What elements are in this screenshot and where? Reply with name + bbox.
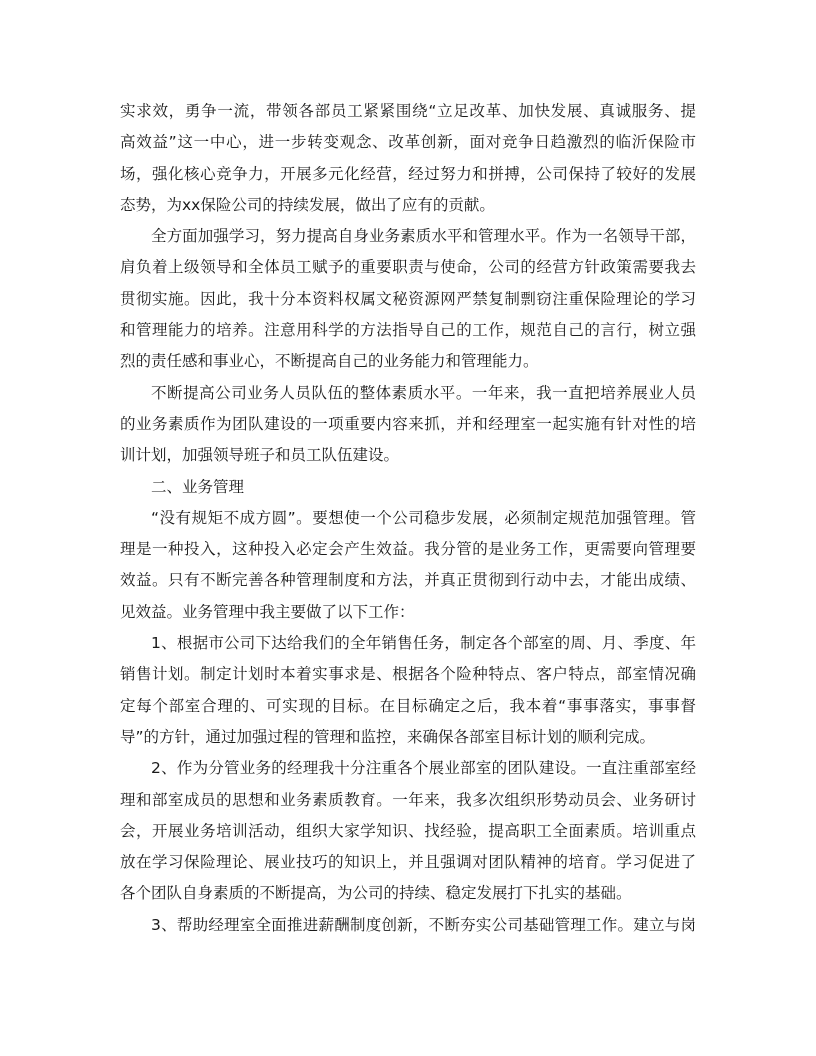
text-line: 见效益。业务管理中我主要做了以下工作： (120, 602, 415, 621)
paragraph (120, 221, 696, 377)
text-line: 训计划，加强领导班子和员工队伍建设。 (120, 446, 400, 465)
text-line: 会，开展业务培训活动，组织大家学知识、找经验，提高职工全面素质。培训重点 (120, 821, 696, 840)
text-line: 烈的责任感和事业心，不断提高自己的业务能力和管理能力。 (120, 352, 539, 371)
paragraph (120, 503, 696, 628)
text-line: 贯彻实施。因此，我十分本资料权属文秘资源网严禁复制剽窃注重保险理论的学习 (120, 289, 696, 308)
text-line: 不断提高公司业务人员队伍的整体素质水平。一年来，我一直把培养展业人员 (151, 383, 696, 402)
paragraph (120, 753, 696, 909)
paragraph (120, 910, 696, 941)
text-line: 2、作为分管业务的经理我十分注重各个展业部室的团队建设。一直注重部室经 (151, 759, 696, 778)
text-line: 理和部室成员的思想和业务素质教育。一年来，我多次组织形势动员会、业务研讨 (120, 790, 696, 809)
text-line: 各个团队自身素质的不断提高，为公司的持续、稳定发展打下扎实的基础。 (120, 884, 632, 903)
text-line: 肩负着上级领导和全体员工赋予的重要职责与使命，公司的经营方针政策需要我去 (120, 258, 696, 277)
paragraph (120, 472, 696, 503)
document-body (120, 96, 696, 941)
text-line: 和管理能力的培养。注意用科学的方法指导自己的工作，规范自己的言行，树立强 (120, 321, 696, 340)
text-line: 1、根据市公司下达给我们的全年销售任务，制定各个部室的周、月、季度、年 (151, 634, 696, 653)
text-line: 高效益”这一中心，进一步转变观念、改革创新，面对竞争日趋激烈的临沂保险市 (120, 133, 696, 152)
text-line: “没有规矩不成方圆”。要想使一个公司稳步发展，必须制定规范加强管理。管 (151, 508, 696, 527)
paragraph (120, 378, 696, 472)
text-line: 理是一种投入，这种投入必定会产生效益。我分管的是业务工作，更需要向管理要 (120, 540, 696, 559)
text-line: 实求效，勇争一流，带领各部员工紧紧围绕“立足改革、加快发展、真诚服务、提 (120, 102, 696, 120)
text-line: 全方面加强学习，努力提高自身业务素质水平和管理水平。作为一名领导干部， (151, 227, 696, 246)
text-line: 定每个部室合理的、可实现的目标。在目标确定之后，我本着“事事落实，事事督 (120, 696, 696, 715)
text-line: 销售计划。制定计划时本着实事求是、根据各个险种特点、客户特点，部室情况确 (120, 665, 696, 684)
text-line: 放在学习保险理论、展业技巧的知识上，并且强调对团队精神的培育。学习促进了 (120, 853, 696, 872)
text-line: 的业务素质作为团队建设的一项重要内容来抓，并和经理室一起实施有针对性的培 (120, 414, 696, 433)
paragraph (120, 96, 696, 221)
text-line: 场，强化核心竞争力，开展多元化经营，经过努力和拼搏，公司保持了较好的发展 (120, 164, 696, 183)
text-line: 效益。只有不断完善各种管理制度和方法，并真正贯彻到行动中去，才能出成绩、 (120, 571, 696, 590)
paragraph (120, 628, 696, 753)
text-line: 二、业务管理 (151, 477, 245, 496)
text-line: 3、帮助经理室全面推进薪酬制度创新，不断夯实公司基础管理工作。建立与岗 (151, 915, 696, 934)
text-line: 导”的方针，通过加强过程的管理和监控，来确保各部室目标计划的顺利完成。 (120, 727, 656, 746)
text-line: 态势，为xx保险公司的持续发展，做出了应有的贡献。 (120, 195, 495, 214)
